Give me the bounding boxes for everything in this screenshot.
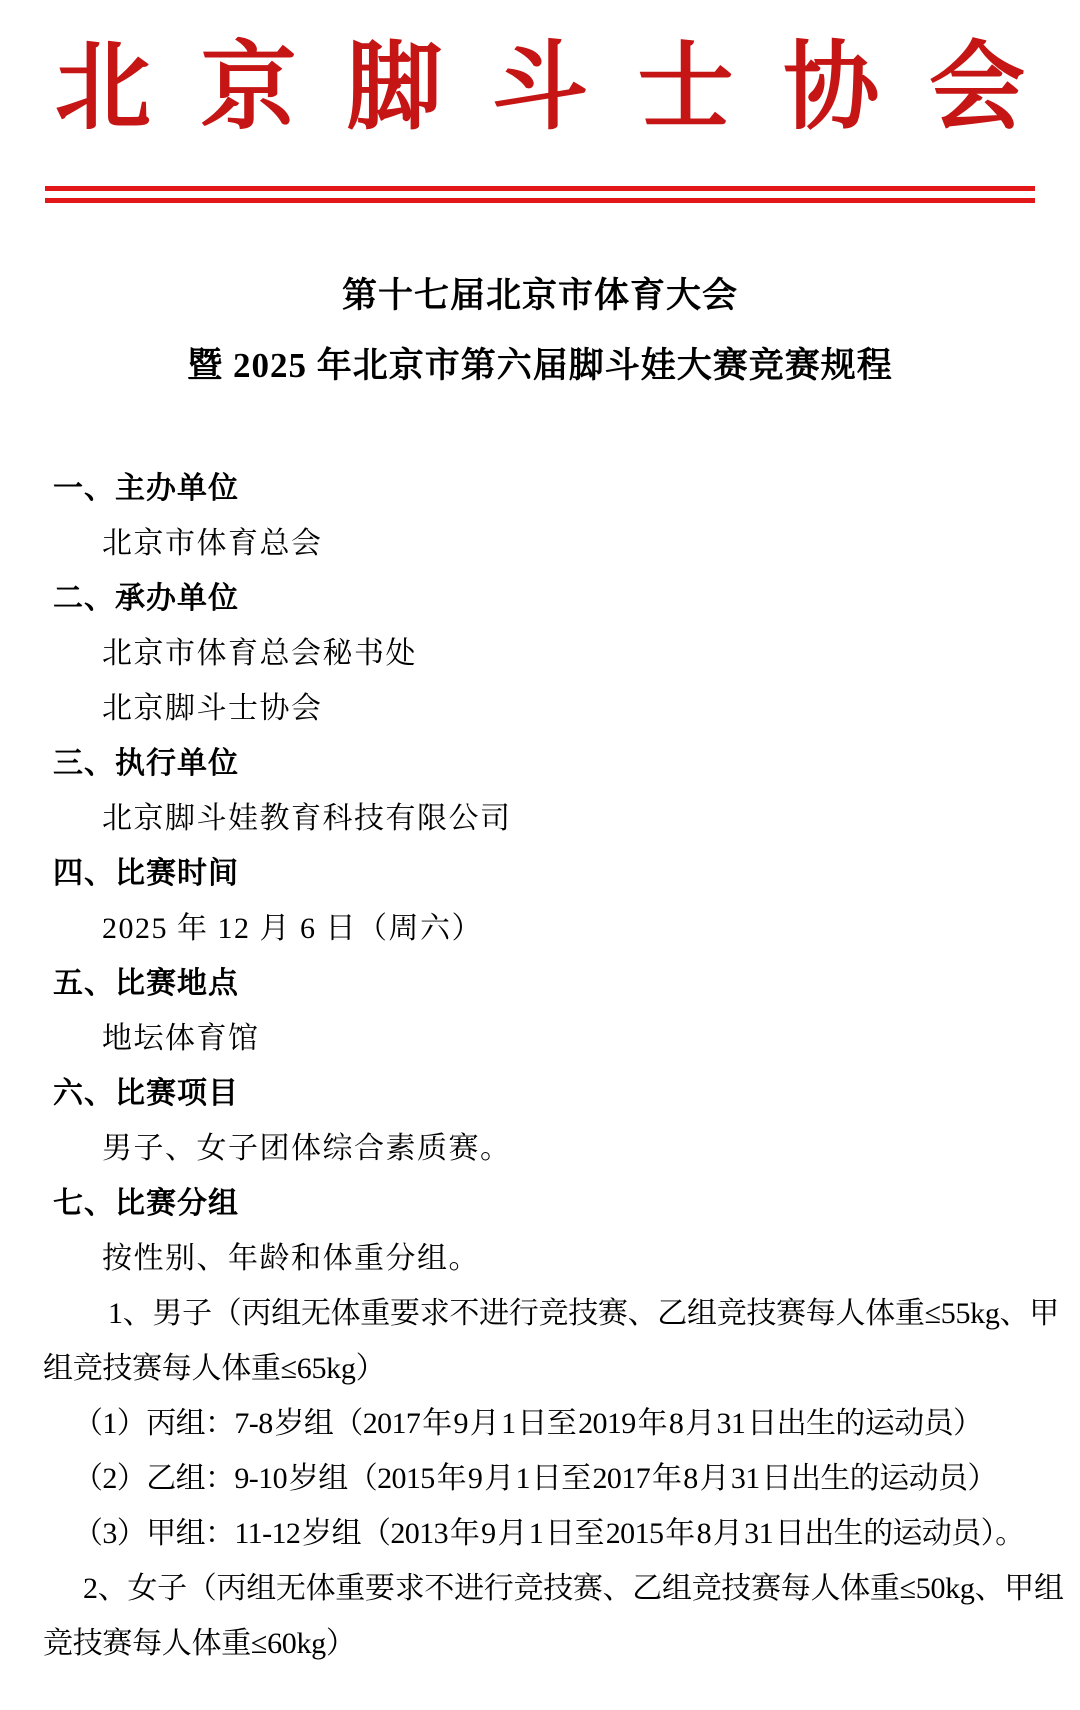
letterhead-char: 京 — [200, 34, 297, 141]
section-2-content-2: 北京脚斗士协会 — [102, 692, 323, 725]
letterhead — [0, 0, 1080, 142]
men-group-item-1: （1）丙组：7-8 岁组（2017 年 9 月 1 日至 2019 年 8 月 31 日出生的运动员） — [73, 1407, 983, 1440]
document-title-line1: 第十七届北京市体育大会 — [341, 276, 738, 315]
men-group-line-1: 1、男子（丙组无体重要求不进行竞技赛、乙组竞技赛每人体重≤55kg、甲 — [108, 1297, 1059, 1330]
letterhead-char: 士 — [637, 34, 734, 141]
document-body — [0, 461, 1080, 1671]
men-group-line-2: 组竞技赛每人体重≤65kg） — [43, 1352, 386, 1385]
section-4-content-1: 2025 年 12 月 6 日（周六） — [102, 912, 483, 945]
section-1-heading: 一、主办单位 — [53, 472, 239, 505]
document-title-line2: 暨 2025 年北京市第六届脚斗娃大赛竞赛规程 — [187, 346, 893, 385]
section-1-content-1: 北京市体育总会 — [102, 527, 323, 560]
section-6-content-1: 男子、女子团体综合素质赛。 — [102, 1132, 512, 1165]
letterhead-divider — [45, 186, 1035, 203]
section-7-heading: 七、比赛分组 — [53, 1187, 239, 1220]
section-4-heading: 四、比赛时间 — [53, 857, 239, 890]
men-group-item-2: （2）乙组：9-10 岁组（2015 年 9 月 1 日至 2017 年 8 月 31 日出生的运动员） — [73, 1462, 997, 1495]
section-3-heading: 三、执行单位 — [53, 747, 239, 780]
section-5-heading: 五、比赛地点 — [53, 967, 239, 1000]
section-7-content-1: 按性别、年龄和体重分组。 — [102, 1242, 480, 1275]
men-group-item-3: （3）甲组：11-12 岁组（2013 年 9 月 1 日至 2015 年 8 月 31 日出生的运动员）。 — [73, 1517, 1025, 1550]
women-group-line-1: 2、女子（丙组无体重要求不进行竞技赛、乙组竞技赛每人体重≤50kg、甲组 — [83, 1572, 1064, 1605]
section-3-content-1: 北京脚斗娃教育科技有限公司 — [102, 802, 512, 835]
divider-line-top — [45, 186, 1035, 191]
section-6-heading: 六、比赛项目 — [53, 1077, 239, 1110]
divider-line-bottom — [45, 198, 1035, 203]
letterhead-char: 北 — [55, 34, 151, 141]
letterhead-char: 协 — [783, 34, 880, 141]
title-block — [0, 273, 1080, 388]
women-group-line-2: 竞技赛每人体重≤60kg） — [43, 1627, 356, 1660]
letterhead-char: 脚 — [346, 34, 443, 141]
section-2-content-1: 北京市体育总会秘书处 — [102, 637, 417, 670]
section-5-content-1: 地坛体育馆 — [102, 1022, 260, 1055]
letterhead-char: 斗 — [491, 34, 588, 141]
section-2-heading: 二、承办单位 — [53, 582, 239, 615]
letterhead-char: 会 — [928, 34, 1025, 141]
